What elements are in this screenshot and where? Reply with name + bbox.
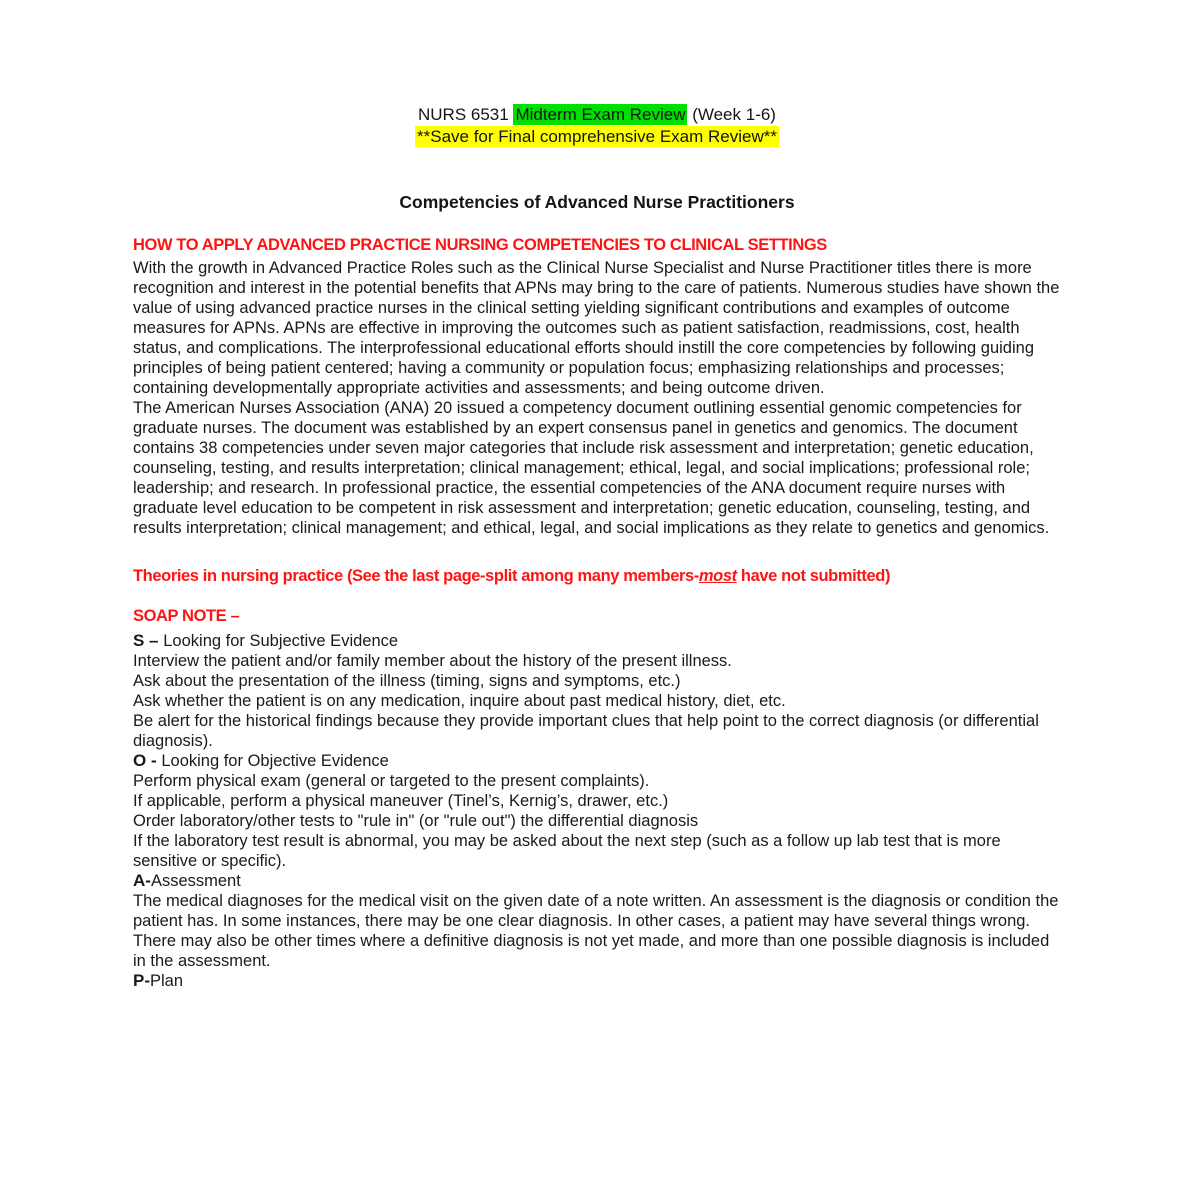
soap-section-subjective: [133, 631, 1061, 751]
soap-s-header: [133, 631, 1061, 651]
soap-a-line: The medical diagnoses for the medical visit on the given date of a note written. An assessment is the diagnosis or condition the patient has. In some instances, there may be one clear diagnosis. In other cases, a patient may have several things wrong. There may also be other times where a definitive diagnosis is not yet made, and more than one possible diagnosis is included in the assessment.: [133, 892, 1059, 970]
soap-o-line: Order laboratory/other tests to "rule in" (or "rule out") the differential diagnosis: [133, 812, 699, 830]
theories-text-before: Theories in nursing practice (See the last page-split among many members-: [133, 567, 699, 585]
yellow-highlighted-note: **Save for Final comprehensive Exam Review**: [417, 127, 777, 146]
green-highlighted-title: Midterm Exam Review: [515, 105, 686, 124]
soap-s-line: Interview the patient and/or family member about the history of the present illness.: [133, 652, 732, 670]
soap-a-prefix: A-: [133, 871, 151, 890]
heading-theories: [133, 566, 1061, 586]
doc-subtitle-line: [133, 126, 1061, 148]
soap-section-plan: [133, 971, 1061, 991]
soap-o-line: If the laboratory test result is abnormal, you may be asked about the next step (such as a follow up lab test that is more sensitive or specific).: [133, 832, 1001, 870]
paragraph-apn-benefits: With the growth in Advanced Practice Roles such as the Clinical Nurse Specialist and Nurse Practitioner titles there is more recognition and interest in the potential benefits that APNs may bring to the care of patients. Numerous studies have shown the value of using advanced practice nurses in the clinical setting yielding significant contributions and examples of outcome measures for APNs. APNs are effective in improving the outcomes such as patient satisfaction, readmissions, cost, health status, and complications. The interprofessional educational efforts should instill the core competencies by following guiding principles of being patient centered; having a community or population focus; emphasizing relationships and processes; containing developmentally appropriate activities and assessments; and being outcome driven.: [133, 259, 1060, 397]
section-title-competencies: Competencies of Advanced Nurse Practitioners: [399, 192, 795, 212]
theories-emphasis-most: most: [698, 567, 737, 585]
soap-p-prefix: P-: [133, 971, 150, 990]
document-content: [133, 104, 1061, 991]
soap-a-header: [133, 871, 1061, 891]
soap-s-title: Looking for Subjective Evidence: [163, 632, 399, 650]
soap-o-header: [133, 751, 1061, 771]
soap-o-line: Perform physical exam (general or targeted to the present complaints).: [133, 772, 650, 790]
heading-soap-note: SOAP NOTE –: [133, 607, 240, 625]
heading-how-to-apply: HOW TO APPLY ADVANCED PRACTICE NURSING COMPETENCIES TO CLINICAL SETTINGS: [133, 236, 827, 254]
soap-p-title: Plan: [150, 972, 184, 990]
soap-s-line: Be alert for the historical findings because they provide important clues that help point to the correct diagnosis (or differential diagnosis).: [133, 712, 1039, 750]
soap-s-prefix: S –: [133, 631, 164, 650]
soap-o-prefix: O -: [133, 751, 162, 770]
soap-s-line: Ask about the presentation of the illness (timing, signs and symptoms, etc.): [133, 672, 681, 690]
soap-o-line: If applicable, perform a physical maneuver (Tinel’s, Kernig’s, drawer, etc.): [133, 792, 669, 810]
soap-section-objective: [133, 751, 1061, 871]
doc-title-prefix: NURS 6531: [418, 105, 514, 124]
doc-title-line: [133, 104, 1061, 126]
soap-o-title: Looking for Objective Evidence: [161, 752, 389, 770]
soap-s-line: Ask whether the patient is on any medication, inquire about past medical history, diet, etc.: [133, 692, 786, 710]
soap-section-assessment: [133, 871, 1061, 971]
doc-title-suffix: (Week 1-6): [687, 105, 776, 124]
soap-a-title: Assessment: [150, 872, 241, 890]
doc-header: [133, 104, 1061, 148]
soap-p-header: [133, 971, 1061, 991]
theories-text-after: have not submitted): [736, 567, 891, 585]
paragraph-ana-competencies: The American Nurses Association (ANA) 20 issued a competency document outlining essential genomic competencies for graduate nurses. The document was established by an expert consensus panel in genetics and genomics. The document contains 38 competencies under seven major categories that include risk assessment and interpretation; genetic education, counseling, testing, and results interpretation; clinical management; ethical, legal, and social implications; professional role; leadership; and research. In professional practice, the essential competencies of the ANA document require nurses with graduate level education to be competent in risk assessment and interpretation; genetic education, counseling, testing, and results interpretation; clinical management; and ethical, legal, and social implications as they relate to genetics and genomics.: [133, 399, 1050, 537]
